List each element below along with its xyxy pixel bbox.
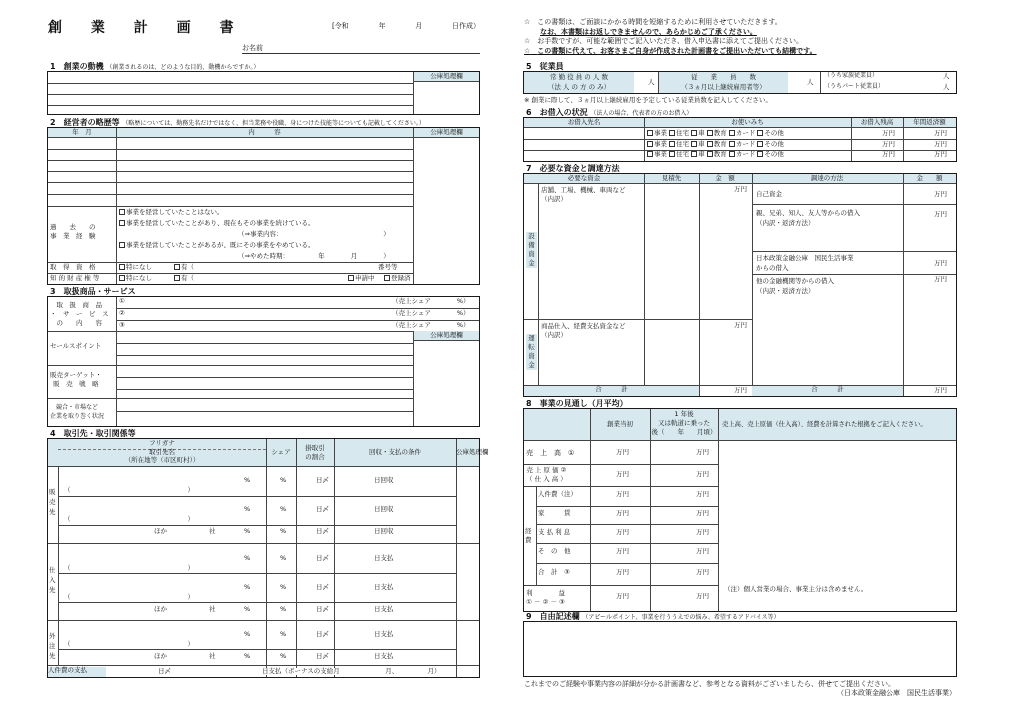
sales-label: 販 売 先 [49, 488, 56, 516]
section-7-title: 7 必要な資金と調達方法 [526, 164, 620, 173]
footer-issuer: （日本政策金融公庫 国民生活事業） [837, 689, 956, 697]
products-table[interactable]: 取 扱 商 品 ・ サ ー ビ ス の 内 容 ① （売上シェア %） ② （売上シェア %） ③ （売上シェア %） 公庫処理欄 セールスポイント 販売ターゲット・ 販 売 戦 略 競合・市場など 企業を取り巻く状況 [47, 296, 480, 427]
year-label: 年 [378, 22, 386, 30]
career-table[interactable]: 年 月 内 容 公庫処理欄 過 去 の 事 業 経 験 事業を経営していたことはない。 事業を経営していたことがあり、現在もその事業を続けている。 （⇒事業内容： ） 事業を経営していたことがあるが、既にその事業をやめている。 （⇒やめた時期： 年 月 ） 取 得 資 格 特になし 有（ 番号等 知 的 財 産 権 等 特になし 有（ 申請中 登録済 [47, 127, 480, 285]
section-4-title: 4 取引先・取引関係等 [50, 429, 136, 438]
employees-note: ※ 創業に際して、３ヵ月以上継続雇用を予定している従業員数を記入してください。 [524, 96, 772, 104]
note-4: この書類に代えて、お客さまご自身が作成された計画書をご提出いただいても結構です。 [537, 46, 817, 55]
month-label: 月 [415, 22, 423, 30]
target-label: 販売ターゲット・ 販 売 戦 略 [50, 371, 102, 388]
qualification-label: 取 得 資 格 [50, 263, 96, 271]
motive-box[interactable] [47, 71, 480, 115]
footer-note: これまでのご経験や事業内容の詳細が分かる計画書など、参考となる資料がございましたら、併せてご提出ください。 [524, 680, 895, 688]
funding-total: 合 計 [524, 386, 699, 396]
section-3-title: 3 取扱商品・サービス [50, 287, 136, 296]
product-label: 取 扱 商 品 ・ サ ー ビ ス の 内 容 [50, 301, 109, 327]
note-1: この書類は、ご面談にかかる時間を短縮するために利用させていただきます。 [537, 18, 782, 26]
section-9-title: 9 自由記述欄 （アピールポイント、事業を行ううえでの悩み、希望するアドバイス等） [526, 612, 780, 621]
loans-table[interactable]: お借入先名 お使いみち お借入残高 年間返済額 事業 住宅 車 教育 カード その他 万円 万円 事業 住宅 車 教育 カード その他 万円 万円 事業 住宅 車 教育 カード その他 万円 万円 [523, 117, 957, 162]
checkbox[interactable] [119, 242, 125, 248]
operating-label: 運 転 資 金 [526, 334, 537, 370]
section-6-title: 6 お借入の状況 （法人の場合、代表者の方のお借入） [526, 108, 693, 117]
note-2: なお、本書類はお返しできませんので、あらかじめご了承ください。 [540, 27, 757, 36]
notes: ☆ この書類は、ご面談にかかる時間を短縮するために利用させていただきます。 なお、本書類はお返しできませんので、あらかじめご了承ください。 ☆ お手数ですが、可能な範囲でご記入いただき、借入申込書に添えてご提出ください。 ☆ この書類に代えて、お客さまご自身が作成された計画書をご提出いただいても結構です。 [524, 18, 817, 55]
checkbox[interactable] [174, 264, 180, 270]
name-field[interactable]: お名前 [242, 44, 480, 54]
section-8-title: 8 事業の見通し（月平均） [526, 399, 628, 408]
sales-point-label: セールスポイント [50, 342, 102, 350]
creation-date: [令和 年 月 日作成） [332, 22, 480, 30]
date-suffix: 日作成） [451, 22, 480, 30]
section-1-title: 1 創業の動機 （創業されるのは、どのような目的、動機からですか。） [50, 62, 260, 71]
checkbox[interactable] [119, 209, 125, 215]
page-title: 創 業 計 画 書 [48, 20, 246, 36]
free-text-box[interactable] [523, 621, 957, 677]
payroll-label: 人件費の支払 [48, 667, 106, 677]
section-5-title: 5 従業員 [526, 62, 564, 71]
office-use-header: 公庫処理欄 [414, 72, 479, 82]
checkbox[interactable] [119, 264, 125, 270]
checkbox[interactable] [119, 275, 125, 281]
checkbox[interactable] [119, 220, 125, 226]
competition-label: 競合・市場など 企業を取り巻く状況 [50, 404, 105, 420]
partners-table[interactable]: フリガナ 取引先名 （所在地等（市区町村）） シェア 掛取引 の割合 回収・支払の条件 公庫処理欄 販 売 先 （ ） % % 日〆 日回収 （ ） % % 日〆 日回収 ほか 社 % % 日〆 日回収 仕 入 先 （ ） % % 日〆 日支払 （ ） % % 日〆 日支払 ほか 社 % % 日〆 日支払 外 注 先 （ ） % % 日〆 日支払 ほか 社 % % 日〆 日支払 人件費の支払 日〆 日支払（ボーナスの支給月 月、 月） [47, 438, 480, 678]
purchase-label: 仕 入 先 [49, 566, 56, 594]
checkbox[interactable] [174, 275, 180, 281]
expense-label: 経 費 [525, 527, 532, 544]
checkbox[interactable] [348, 275, 354, 281]
checkbox[interactable] [384, 275, 390, 281]
note-3: お手数ですが、可能な範囲でご記入いただき、借入申込書に添えてご提出ください。 [537, 37, 804, 45]
ip-label: 知 的 財 産 権 等 [50, 274, 100, 282]
past-experience-label: 過 去 の 事 業 経 験 [50, 223, 96, 240]
outsource-label: 外 注 先 [49, 632, 56, 660]
section-2-title: 2 経営者の略歴等 （略歴については、勤務先名だけではなく、担当業務や役職、身につけた技能等についても記載してください。） [50, 118, 425, 127]
forecast-note: （注）個人営業の場合、事業主分は含めません。 [724, 585, 868, 593]
employees-table[interactable]: 常 勤 役 員 の 人 数 （法 人 の 方 の み） 人 従 業 員 数 （３ヵ月以上継続雇用者等） 人 （うち家族従業員） 人 （うちパート従業員） 人 [523, 71, 957, 94]
era-label: 令和 [334, 22, 349, 30]
funding-table[interactable]: 必要な資金 見積先 金 額 調達の方法 金 額 設 備 資 金 店舗、工場、機械、車両など （内訳） 万円 運 転 資 金 商品仕入、経費支払資金など （内訳） 万円 自己資金 万円 親、兄弟、知人、友人等からの借入 （内訳・返済方法） 万円 日本政策金融公庫 国民生活事業 からの借入 万円 他の金融機関等からの借入 （内訳・返済方法） 万円 合 計 万円 合 計 万円 [523, 173, 957, 397]
equipment-label: 設 備 資 金 [526, 232, 537, 268]
forecast-table[interactable]: 創業当初 1 年後 又は軌道に乗った 後（ 年 月頃） 売上高、売上原価（仕入高）、経費を計算された根拠をご記入ください。 売 上 高 ① 万円 万円 売 上 原 価 ② （ 仕 入 高 ） 万円 万円 経 費 人件費（注） 万円 万円 家 賃 万円 万円 支 払 利 息 万円 万円 そ の 他 万円 万円 合 計 ③ 万円 万円 利 益 ① － ② － ③ 万円 万円 （注）個人営業の場合、事業主分は含めません。 [523, 408, 957, 612]
